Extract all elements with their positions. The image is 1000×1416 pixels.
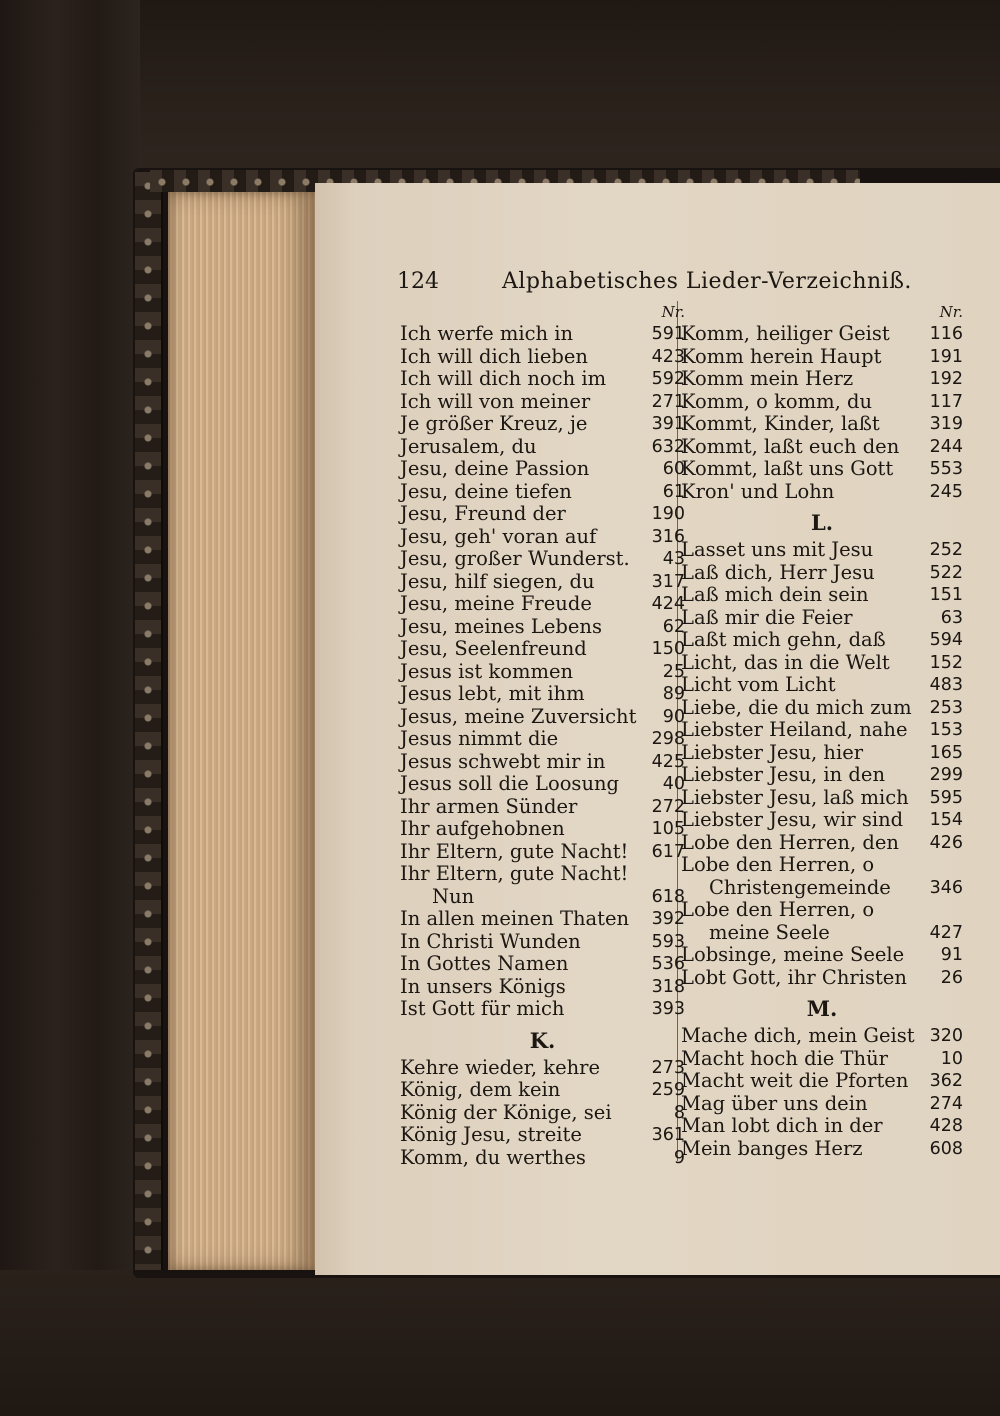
index-entry xyxy=(400,346,685,369)
index-entry xyxy=(681,458,963,481)
entry-title: Christengemeinde xyxy=(709,875,891,899)
entry-number: 271 xyxy=(651,391,685,412)
page-header xyxy=(397,269,957,305)
index-entry xyxy=(681,674,963,697)
index-entry xyxy=(400,616,685,639)
entry-number: 391 xyxy=(651,414,685,434)
index-entry xyxy=(400,548,685,571)
index-entry xyxy=(400,1124,685,1147)
index-entry xyxy=(400,863,685,886)
entry-number: 244 xyxy=(929,436,963,457)
entry-number: 427 xyxy=(929,922,963,943)
index-entry xyxy=(400,751,685,774)
entry-number: 252 xyxy=(929,540,963,560)
index-entry xyxy=(400,773,685,796)
index-entry xyxy=(681,697,963,720)
entry-number: 9 xyxy=(673,1147,685,1168)
entry-number: 259 xyxy=(651,1080,685,1100)
entry-title: Laß mich dein sein xyxy=(681,583,869,606)
entry-number: 319 xyxy=(929,414,963,434)
index-entry xyxy=(400,818,685,841)
entry-title: Laßt mich gehn, daß xyxy=(681,628,886,651)
entry-title: Jesus lebt, mit ihm xyxy=(400,682,585,705)
entry-title: König der Könige, sei xyxy=(400,1100,612,1124)
entry-title: Licht, das in die Welt xyxy=(681,650,890,674)
entry-number: 43 xyxy=(662,549,685,569)
entry-title: In Christi Wunden xyxy=(400,929,581,953)
entry-number: 253 xyxy=(929,697,963,718)
entry-title: Macht hoch die Thür xyxy=(681,1046,888,1070)
entry-title: Jesus ist kommen xyxy=(400,659,574,683)
entry-number: 63 xyxy=(940,607,963,628)
entry-title: Liebster Jesu, wir sind xyxy=(681,808,904,831)
index-entry xyxy=(400,998,685,1021)
entry-list xyxy=(400,323,685,1021)
index-entry xyxy=(400,1147,685,1170)
entry-number: 362 xyxy=(929,1071,963,1091)
entry-title: Jesus nimmt die xyxy=(400,727,559,750)
running-title: Alphabetisches Lieder-Verzeichniß. xyxy=(502,269,912,294)
entry-number: 632 xyxy=(651,436,685,457)
entry-number: 424 xyxy=(651,594,685,614)
entry-title: In allen meinen Thaten xyxy=(400,907,630,930)
index-entry xyxy=(400,976,685,999)
index-entry xyxy=(400,638,685,661)
index-entry xyxy=(400,661,685,684)
index-entry xyxy=(681,944,963,967)
book-page xyxy=(315,183,1000,1275)
index-entry xyxy=(681,877,963,900)
index-entry xyxy=(681,809,963,832)
entry-number: 91 xyxy=(940,945,963,965)
entry-number: 10 xyxy=(940,1048,963,1069)
entry-title: Jesu, deine tiefen xyxy=(400,479,572,503)
entry-title: Lobe den Herren, o xyxy=(681,898,875,921)
index-column-right xyxy=(681,301,963,1160)
entry-title: Kron' und Lohn xyxy=(681,479,835,503)
entry-number: 316 xyxy=(651,526,685,547)
index-entry xyxy=(681,562,963,585)
entry-title: Ihr Eltern, gute Nacht! xyxy=(400,862,629,885)
index-entry xyxy=(681,481,963,504)
index-entry xyxy=(400,413,685,436)
index-entry xyxy=(681,764,963,787)
index-entry xyxy=(681,584,963,607)
entry-number: 536 xyxy=(651,954,685,974)
index-entry xyxy=(400,593,685,616)
entry-title: Komm herein Haupt xyxy=(681,344,882,368)
index-entry xyxy=(400,436,685,459)
index-entry xyxy=(681,967,963,990)
index-entry xyxy=(681,787,963,810)
index-entry xyxy=(681,323,963,346)
index-entry xyxy=(400,841,685,864)
entry-number: 116 xyxy=(929,324,963,344)
entry-title: Jesu, Seelenfreund xyxy=(400,637,587,660)
section-heading-k: K. xyxy=(529,1027,556,1053)
entry-title: Mache dich, mein Geist xyxy=(681,1024,915,1047)
entry-number: 425 xyxy=(651,751,685,772)
index-entry xyxy=(681,629,963,652)
entry-number: 26 xyxy=(940,967,963,988)
index-entry xyxy=(681,413,963,436)
index-entry xyxy=(681,607,963,630)
entry-number: 595 xyxy=(929,787,963,808)
entry-number: 618 xyxy=(651,886,685,907)
entry-title: Laß mir die Feier xyxy=(681,605,853,629)
entry-number: 608 xyxy=(929,1138,963,1159)
entry-title: Jerusalem, du xyxy=(400,434,537,458)
entry-title: Komm, o komm, du xyxy=(681,389,873,413)
entry-title: Kehre wieder, kehre xyxy=(400,1055,601,1079)
index-column-left xyxy=(400,301,685,1169)
entry-title: Jesu, deine Passion xyxy=(400,457,590,480)
section-heading-m: M. xyxy=(806,996,838,1021)
entry-number: 40 xyxy=(662,774,685,794)
entry-title: Lasset uns mit Jesu xyxy=(681,538,874,561)
entry-title: Ich will dich lieben xyxy=(400,344,588,368)
entry-title: Ich will dich noch im xyxy=(400,367,607,390)
entry-number: 426 xyxy=(929,832,963,853)
entry-number: 592 xyxy=(651,369,685,389)
entry-title: Lobsinge, meine Seele xyxy=(681,943,905,966)
entry-number: 361 xyxy=(651,1125,685,1145)
entry-number: 105 xyxy=(651,819,685,839)
entry-title: Komm, du werthes xyxy=(400,1145,586,1169)
entry-number: 60 xyxy=(662,459,685,479)
entry-number: 8 xyxy=(673,1102,685,1123)
entry-title: Ich werfe mich in xyxy=(400,322,574,345)
entry-title: Mein banges Herz xyxy=(681,1136,863,1160)
entry-number: 299 xyxy=(929,765,963,785)
entry-number: 190 xyxy=(651,504,685,524)
ornament-border-left xyxy=(135,172,163,1270)
entry-number: 393 xyxy=(651,999,685,1019)
entry-title: Jesu, geh' voran auf xyxy=(400,524,597,548)
entry-number: 245 xyxy=(929,481,963,502)
entry-title: Man lobt dich in der xyxy=(681,1114,883,1137)
entry-list xyxy=(681,323,963,503)
entry-title: Ihr armen Sünder xyxy=(400,794,578,818)
index-entry xyxy=(400,1057,685,1080)
entry-number: 318 xyxy=(651,976,685,997)
index-entry xyxy=(400,323,685,346)
index-entry xyxy=(681,899,963,922)
entry-title: Jesu, meines Lebens xyxy=(400,614,602,638)
entry-title: Ihr Eltern, gute Nacht! xyxy=(400,839,629,863)
entry-title: Liebster Jesu, hier xyxy=(681,740,864,764)
entry-number: 428 xyxy=(929,1116,963,1136)
page-number: 124 xyxy=(397,269,439,294)
entry-title: Lobe den Herren, den xyxy=(681,830,899,854)
index-entry xyxy=(400,796,685,819)
entry-number: 298 xyxy=(651,729,685,749)
index-entry xyxy=(400,931,685,954)
entry-title: Liebe, die du mich zum xyxy=(681,695,912,719)
index-entry xyxy=(400,391,685,414)
entry-number: 273 xyxy=(651,1057,685,1078)
entry-title: Nun xyxy=(432,884,475,908)
entry-number: 90 xyxy=(662,706,685,727)
entry-title: Kommt, laßt uns Gott xyxy=(681,457,894,480)
entry-number: 553 xyxy=(929,459,963,479)
entry-title: Licht vom Licht xyxy=(681,673,836,696)
entry-number: 317 xyxy=(651,571,685,592)
index-entry xyxy=(400,683,685,706)
entry-number: 165 xyxy=(929,742,963,763)
entry-title: Jesus schwebt mir in xyxy=(400,749,606,773)
index-entry xyxy=(681,1093,963,1116)
index-entry xyxy=(681,1048,963,1071)
entry-number: 617 xyxy=(651,841,685,862)
entry-number: 153 xyxy=(929,720,963,740)
index-entry xyxy=(681,1070,963,1093)
index-entry xyxy=(400,571,685,594)
entry-number: 423 xyxy=(651,346,685,367)
entry-title: Kommt, laßt euch den xyxy=(681,434,900,458)
entry-number: 191 xyxy=(929,346,963,367)
entry-title: Ist Gott für mich xyxy=(400,997,565,1020)
entry-number: 320 xyxy=(929,1026,963,1046)
entry-title: Ich will von meiner xyxy=(400,389,591,413)
entry-number: 150 xyxy=(651,639,685,659)
entry-title: Jesus soll die Loosung xyxy=(400,772,620,795)
index-entry xyxy=(681,832,963,855)
entry-title: meine Seele xyxy=(709,920,830,944)
entry-title: Laß dich, Herr Jesu xyxy=(681,560,875,584)
entry-title: Jesus, meine Zuversicht xyxy=(400,704,637,728)
entry-number: 192 xyxy=(929,369,963,389)
entry-title: In Gottes Namen xyxy=(400,952,569,975)
index-entry xyxy=(681,922,963,945)
index-entry xyxy=(400,908,685,931)
index-entry xyxy=(681,1138,963,1161)
entry-title: Ihr aufgehobnen xyxy=(400,817,565,840)
index-entry xyxy=(400,526,685,549)
index-entry xyxy=(400,481,685,504)
index-entry xyxy=(400,503,685,526)
entry-title: Mag über uns dein xyxy=(681,1091,868,1115)
index-entry xyxy=(400,728,685,751)
entry-title: Jesu, Freund der xyxy=(400,502,566,525)
index-entry xyxy=(400,1102,685,1125)
entry-number: 117 xyxy=(929,391,963,412)
index-entry xyxy=(400,368,685,391)
entry-number: 593 xyxy=(651,931,685,952)
entry-title: Jesu, hilf siegen, du xyxy=(400,569,595,593)
entry-number: 591 xyxy=(651,324,685,344)
entry-number: 594 xyxy=(929,630,963,650)
entry-title: Kommt, Kinder, laßt xyxy=(681,412,880,435)
entry-title: Macht weit die Pforten xyxy=(681,1069,909,1092)
entry-list xyxy=(400,1057,685,1170)
index-entry xyxy=(681,742,963,765)
index-entry xyxy=(681,346,963,369)
index-entry xyxy=(681,1115,963,1138)
index-entry xyxy=(681,1025,963,1048)
entry-number: 274 xyxy=(929,1093,963,1114)
index-entry xyxy=(400,458,685,481)
nr-column-label: Nr. xyxy=(939,303,963,321)
index-entry xyxy=(681,652,963,675)
entry-title: König, dem kein xyxy=(400,1078,561,1101)
index-entry xyxy=(681,368,963,391)
wood-background-top xyxy=(0,0,1000,175)
entry-list xyxy=(681,539,963,989)
entry-title: Liebster Heiland, nahe xyxy=(681,718,908,741)
nr-column-label: Nr. xyxy=(661,303,685,321)
entry-number: 25 xyxy=(662,661,685,682)
entry-title: Lobe den Herren, o xyxy=(681,853,875,876)
entry-number: 522 xyxy=(929,562,963,583)
entry-title: Liebster Jesu, laß mich xyxy=(681,785,909,809)
index-entry xyxy=(400,1079,685,1102)
entry-number: 89 xyxy=(662,684,685,704)
section-heading-l: L. xyxy=(810,510,834,535)
entry-list xyxy=(681,1025,963,1160)
entry-title: Komm, heiliger Geist xyxy=(681,322,890,345)
wood-background-left xyxy=(0,0,140,1416)
entry-title: Jesu, meine Freude xyxy=(400,592,592,615)
entry-number: 483 xyxy=(929,675,963,695)
entry-title: Liebster Jesu, in den xyxy=(681,763,886,786)
entry-number: 346 xyxy=(929,877,963,898)
entry-number: 154 xyxy=(929,810,963,830)
index-entry xyxy=(400,706,685,729)
entry-title: Je größer Kreuz, je xyxy=(400,412,588,435)
wood-background-bottom xyxy=(0,1270,1000,1416)
entry-number: 152 xyxy=(929,652,963,673)
index-entry xyxy=(400,886,685,909)
entry-number: 272 xyxy=(651,796,685,817)
index-entry xyxy=(681,854,963,877)
index-entry xyxy=(681,436,963,459)
index-entry xyxy=(681,719,963,742)
page-edges xyxy=(168,192,318,1270)
index-entry xyxy=(681,539,963,562)
entry-number: 62 xyxy=(662,616,685,637)
entry-title: Lobt Gott, ihr Christen xyxy=(681,965,907,989)
entry-number: 151 xyxy=(929,585,963,605)
entry-title: In unsers Königs xyxy=(400,974,566,998)
entry-number: 392 xyxy=(651,909,685,929)
entry-number: 61 xyxy=(662,481,685,502)
entry-title: Komm mein Herz xyxy=(681,367,854,390)
index-entry xyxy=(400,953,685,976)
index-entry xyxy=(681,391,963,414)
entry-title: Jesu, großer Wunderst. xyxy=(400,547,630,570)
entry-title: König Jesu, streite xyxy=(400,1123,582,1146)
